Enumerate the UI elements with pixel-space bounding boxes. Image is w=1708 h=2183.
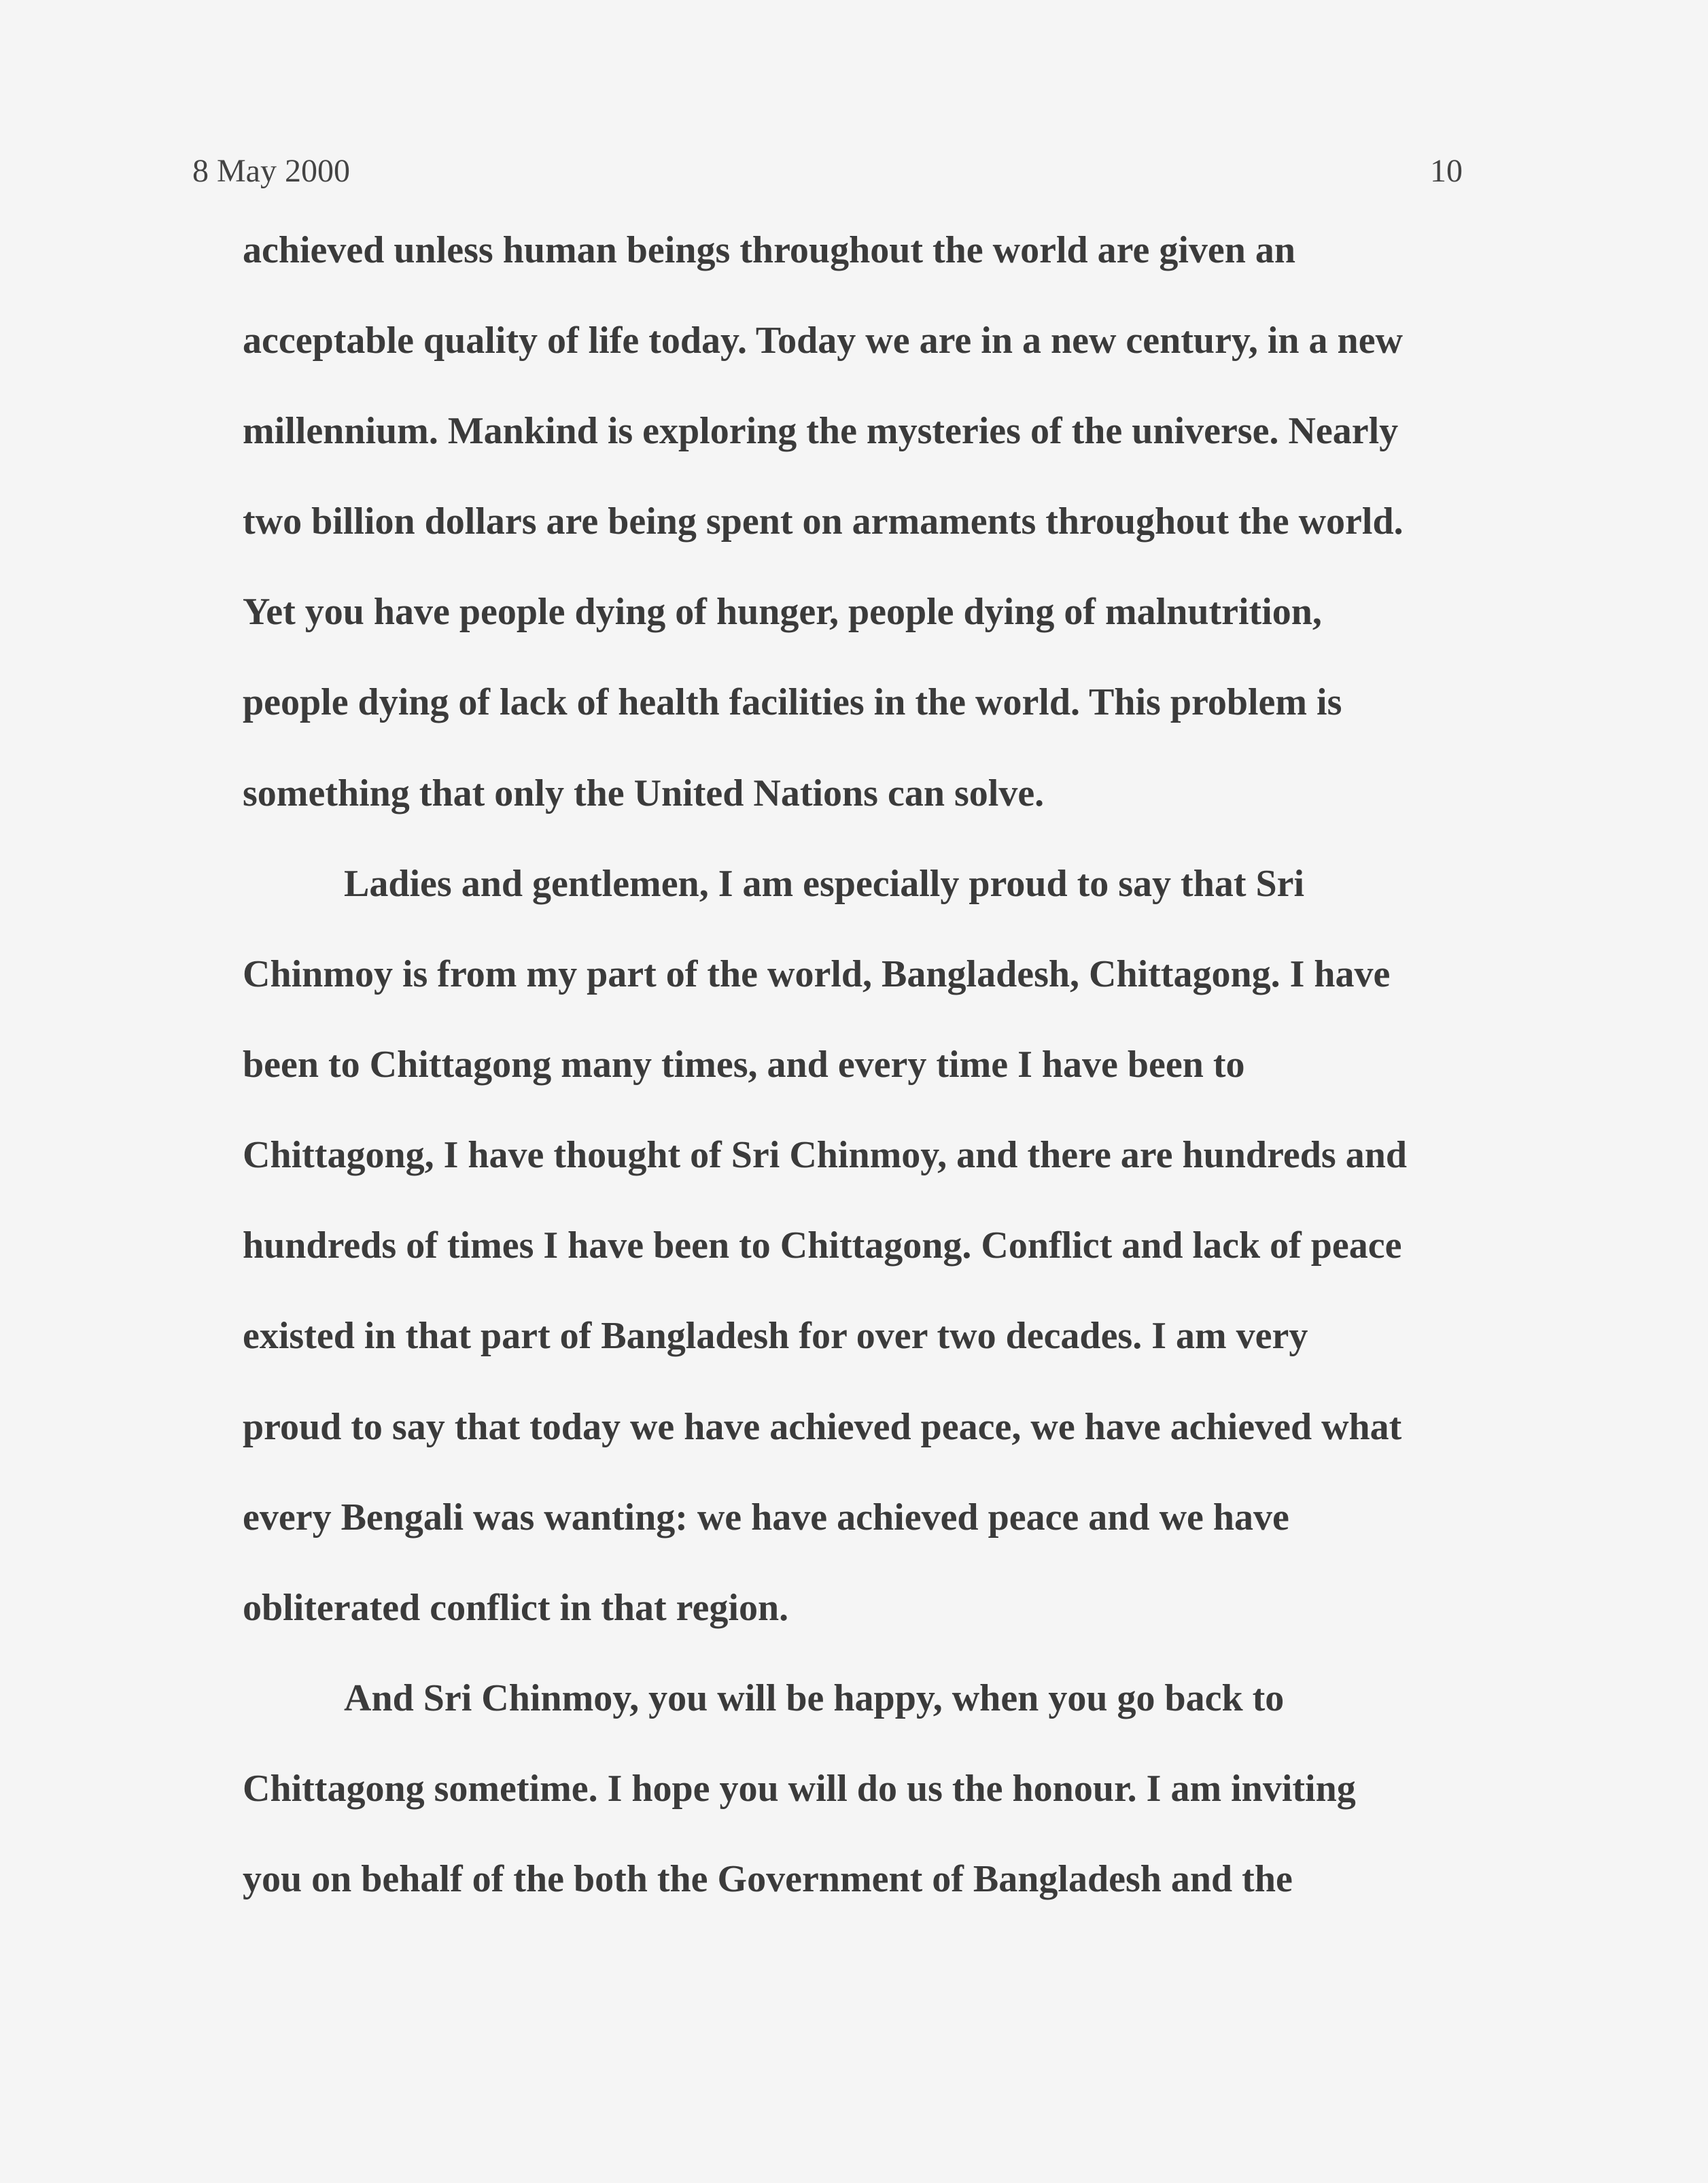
header-date: 8 May 2000 bbox=[192, 153, 350, 189]
body-line: obliterated conflict in that region. bbox=[243, 1587, 789, 1629]
body-line: something that only the United Nations can solve. bbox=[243, 772, 1045, 814]
body-line: people dying of lack of health facilities in the world. This problem is bbox=[243, 681, 1342, 723]
body-line: every Bengali was wanting: we have achieved peace and we have bbox=[243, 1496, 1289, 1539]
body-line: existed in that part of Bangladesh for over two decades. I am very bbox=[243, 1315, 1308, 1357]
page-number: 10 bbox=[1430, 153, 1463, 189]
body-line: acceptable quality of life today. Today we are in a new century, in a new bbox=[243, 320, 1403, 362]
body-line: Yet you have people dying of hunger, people dying of malnutrition, bbox=[243, 591, 1322, 633]
body-line: hundreds of times I have been to Chittagong. Conflict and lack of peace bbox=[243, 1224, 1402, 1267]
body-line: been to Chittagong many times, and every time I have been to bbox=[243, 1044, 1245, 1086]
body-line: achieved unless human beings throughout the world are given an bbox=[243, 229, 1296, 271]
body-line: Ladies and gentlemen, I am especially proud to say that Sri bbox=[344, 863, 1305, 905]
body-line: you on behalf of the both the Government of Bangladesh and the bbox=[243, 1858, 1293, 1900]
body-line: Chittagong, I have thought of Sri Chinmoy, and there are hundreds and bbox=[243, 1134, 1408, 1176]
body-line: proud to say that today we have achieved peace, we have achieved what bbox=[243, 1406, 1402, 1448]
body-line: Chittagong sometime. I hope you will do us the honour. I am inviting bbox=[243, 1768, 1356, 1810]
body-line: Chinmoy is from my part of the world, Bangladesh, Chittagong. I have bbox=[243, 953, 1391, 995]
body-line: millennium. Mankind is exploring the mysteries of the universe. Nearly bbox=[243, 410, 1399, 452]
body-line: two billion dollars are being spent on armaments throughout the world. bbox=[243, 500, 1404, 543]
body-line: And Sri Chinmoy, you will be happy, when you go back to bbox=[344, 1677, 1285, 1719]
